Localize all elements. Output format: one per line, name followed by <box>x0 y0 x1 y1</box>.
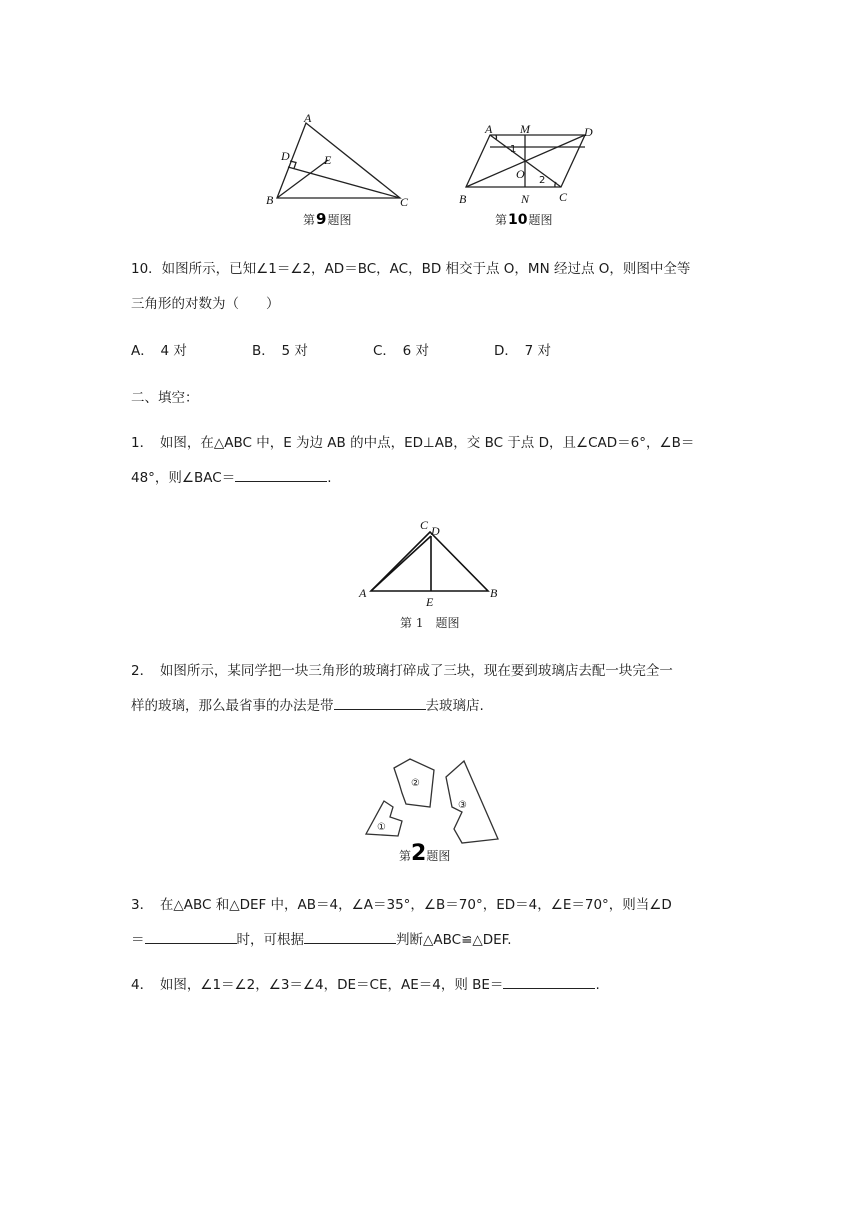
piece-label-3: ③ <box>458 800 467 811</box>
label-d: D <box>281 149 290 163</box>
label-c: C <box>559 190 568 204</box>
label-n: N <box>521 192 530 206</box>
fill-question-2-text: 样的玻璃，那么最省事的办法是带 <box>131 698 334 714</box>
fill-question-1-line-2 <box>131 461 731 495</box>
figure-9-caption: 第9题图 <box>303 210 352 228</box>
question-10-line-2: 三角形的对数为（ ） <box>131 296 280 312</box>
line-ad <box>371 536 431 591</box>
label-a: A <box>359 586 367 600</box>
fill-question-3-line-2 <box>131 923 731 957</box>
answer-blank <box>334 695 426 710</box>
figure-1 <box>356 513 506 633</box>
figure-10 <box>455 122 605 230</box>
fill-question-4 <box>131 968 731 1002</box>
answer-blank <box>235 467 327 482</box>
line-cd <box>288 167 400 198</box>
fill-question-3-suffix: 判断△ABC≌△DEF. <box>396 932 512 948</box>
fill-question-3-mid: 时，可根据 <box>236 932 304 948</box>
label-o: O <box>516 167 525 181</box>
label-a: A <box>304 111 312 125</box>
label-d: D <box>431 524 440 538</box>
option-b: B． 5 对 <box>252 343 308 359</box>
fill-question-1-text: 48°，则∠BAC＝ <box>131 470 236 486</box>
fill-question-3-line-1: 3． 在△ABC 和△DEF 中，AB＝4，∠A＝35°，∠B＝70°，ED＝4，∠E＝70°，则当∠D <box>131 897 672 913</box>
label-a: A <box>485 122 493 136</box>
option-c: C． 6 对 <box>373 343 430 359</box>
label-b: B <box>266 193 274 207</box>
label-m: M <box>520 122 530 136</box>
fill-question-2-line-2 <box>131 689 731 723</box>
figure-9 <box>260 110 420 228</box>
option-d: D． 7 对 <box>494 343 552 359</box>
label-e: E <box>324 153 332 167</box>
label-1: 1 <box>510 144 517 155</box>
period: . <box>595 977 600 993</box>
label-e: E <box>426 595 434 609</box>
figure-2 <box>358 755 508 870</box>
label-d: D <box>584 125 593 139</box>
fill-question-4-text: 4． 如图，∠1＝∠2，∠3＝∠4，DE＝CE，AE＝4，则 BE＝ <box>131 977 504 993</box>
section-2-title: 二、填空： <box>131 390 199 406</box>
angle-2-mark <box>555 182 556 187</box>
label-b: B <box>459 192 467 206</box>
answer-blank-2 <box>304 929 396 944</box>
figure-1-caption: 第 1 题图 <box>400 616 460 630</box>
piece-label-1: ① <box>377 822 386 833</box>
label-c: C <box>420 518 429 532</box>
fill-question-3-eq: ＝ <box>131 932 145 948</box>
label-2: 2 <box>539 175 546 186</box>
fill-question-2-suffix: 去玻璃店. <box>425 698 484 714</box>
figure-10-caption: 第10题图 <box>495 212 553 228</box>
fill-question-1-line-1: 1． 如图，在△ABC 中，E 为边 AB 的中点，ED⊥AB，交 BC 于点 D，且∠CAD＝6°，∠B＝ <box>131 435 695 451</box>
period: . <box>327 470 332 486</box>
figure-2-caption: 第2题图 <box>399 841 451 866</box>
label-c: C <box>400 195 409 209</box>
label-b: B <box>490 586 498 600</box>
fill-question-2-line-1: 2． 如图所示，某同学把一块三角形的玻璃打碎成了三块，现在要到玻璃店去配一块完全一 <box>131 663 673 679</box>
triangle-abc <box>277 123 400 198</box>
glass-piece-3 <box>446 761 498 843</box>
question-10-line-1: 10．如图所示，已知∠1＝∠2，AD＝BC，AC，BD 相交于点 O，MN 经过点 O，则图中全等 <box>131 261 691 277</box>
answer-blank-1 <box>145 929 237 944</box>
piece-label-2: ② <box>411 778 420 789</box>
triangle-abc <box>371 532 488 591</box>
answer-blank <box>503 974 595 989</box>
option-a: A． 4 对 <box>131 343 187 359</box>
